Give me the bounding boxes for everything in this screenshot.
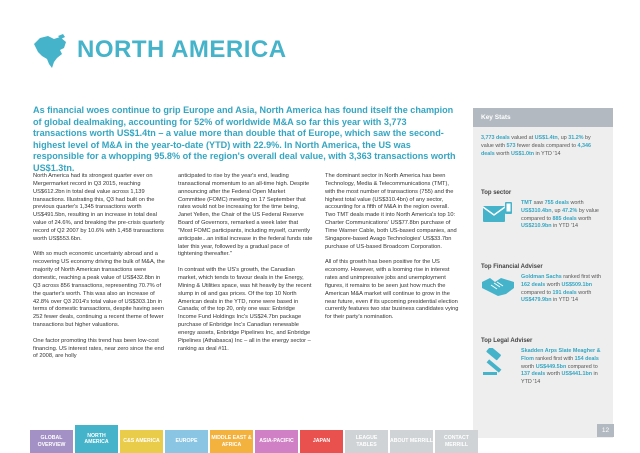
body-paragraph: With so much economic uncertainty abroad and a recovering US economy driving the bulk of M&A, the majority of North American transactions were domestic, reaching a peak value of US$432.8bn in Q3 across 856 transactions, representing 70.7% of the quarter's worth. This was also an increase of 42.8% over Q3 2014's total value of US$303.1bn in terms of domestic transactions, despite having seen 252 fewer deals, continuing a recent theme of fewer transactions but higher valuations.: [33, 251, 165, 329]
top-financial-adviser-title: Top Financial Adviser: [481, 264, 543, 270]
body-column-1: [33, 173, 168, 369]
page-header: [0, 22, 640, 82]
nav-tab-middle-east-africa[interactable]: MIDDLE EAST & AFRICA: [210, 430, 253, 453]
nav-tab-cs-america[interactable]: C&S AMERICA: [120, 430, 163, 453]
nav-tab-about-merrill[interactable]: ABOUT MERRILL: [390, 430, 433, 453]
page-title: NORTH AMERICA: [77, 36, 287, 63]
body-paragraph: The dominant sector in North America has been Technology, Media & Telecommunications (TMT), with the most number of transactions (755) and the highest total value (US$310.4bn) of any sector, accounting for a fifth of M&A in the region overall. Two TMT deals made it into North America's top 10: Charter Communications' US$77.8bn purchase of Time Warner Cable, both US-based companies, and Singapore-based Avago Technologies' US$33.7bn purchase of US-based Broadcom Corporation.: [325, 173, 457, 250]
nav-tab-europe[interactable]: EUROPE: [165, 430, 208, 453]
body-paragraph: anticipated to rise by the year's end, leading transactional momentum to an all-time high. Despite announcing after the Federal Open Market Committee (FOMC) meeting on 17 September that rates would not be increasing for the time being, Janet Yellen, the Chair of the US Federal Reserve Board of Governors, remarked a week later that "Most FOMC participants, including myself, currently anticipate...an initial increase in the federal funds rate later this year, followed by a gradual pace of tightening thereafter.": [178, 173, 313, 258]
body-column-2: [178, 173, 313, 361]
body-paragraph: North America had its strongest quarter ever on Mergermarket record in Q3 2015, reaching US$612.2bn in total deal value across 1,139 transactions. Illustrating this, Q3 had built on the previous quarter's 1,345 transactions worth US$491.5bn, resulting in an increase in total deal value of 24.6%, and breaking the pre-crisis quarterly record of Q2 2007 by 10.6% with 1,458 transactions worth US$553.6bn.: [33, 173, 165, 242]
key-stat-summary: 3,773 deals valued at US$1.4tn, up 31.2% by value with 573 fewer deals compared to 4,346 deals worth US$1.0tn in YTD '14: [481, 135, 591, 157]
body-paragraph: All of this growth has been positive for the US economy. However, with a looming rise in interest rates and unimpressive jobs and unemployment figures, it remains to be seen just how much the American M&A market will continue to grow in the near future, even if its upcoming presidential election currently features two star business candidates vying for their party's nomination.: [325, 259, 459, 321]
top-sector-title: Top sector: [481, 190, 512, 196]
body-column-3: [325, 173, 460, 330]
sidebar-heading: Key Stats: [473, 108, 613, 127]
top-legal-adviser-title: Top Legal Adviser: [481, 338, 533, 344]
page-number: 12: [597, 424, 614, 437]
nav-tab-contact-merrill[interactable]: CONTACT MERRILL: [435, 430, 478, 453]
body-paragraph: In contrast with the US's growth, the Canadian market, which tends to favour deals in the Energy, Mining & Utilities space, was hit heavily by the recent slump in oil and gas prices. Of the top 10 North American deals in the YTD, none were based in Canada; of the top 20, only one was: Enbridge Income Fund Holdings Inc's US$24.7bn package purchase of Enbridge Inc's Canadian renewable energy assets, Enbridge Pipelines Inc, and Enbridge Pipelines (Athabasca) Inc – all in the energy sector – ranking as deal #11.: [178, 267, 312, 352]
top-legal-adviser-text: Skadden Arps Slate Meagher & Flom ranked first with 154 deals worth US$449.5bn compared to 137 deals worth US$441.1bn in YTD '14: [521, 348, 601, 386]
envelope-icon: [481, 200, 521, 232]
gavel-icon: [481, 348, 521, 380]
top-financial-adviser-text: Goldman Sachs ranked first with 162 deals worth US$509.1bn compared to 191 deals worth US$479.9bn in YTD '14: [521, 274, 601, 304]
section-nav: [30, 430, 480, 453]
key-stats-sidebar: [473, 108, 613, 438]
body-paragraph: One factor promoting this trend has been low-cost financing. US interest rates, near zero since the end of 2008, are holly: [33, 337, 164, 360]
top-sector-text: TMT saw 755 deals worth US$310.4bn, up 47.2% by value compared to 885 deals worth US$210.9bn in YTD '14: [521, 200, 599, 230]
nav-tab-japan[interactable]: JAPAN: [300, 430, 343, 453]
top-legal-adviser-section: [481, 338, 607, 387]
nav-tab-north-america[interactable]: NORTH AMERICA: [75, 425, 118, 453]
nav-tab-global-overview[interactable]: GLOBAL OVERVIEW: [30, 430, 73, 453]
top-sector-section: [481, 190, 607, 232]
nav-tab-asia-pacific[interactable]: ASIA-PACIFIC: [255, 430, 298, 453]
north-america-map-icon: [30, 32, 70, 72]
nav-tab-league-tables[interactable]: LEAGUE TABLES: [345, 430, 388, 453]
lead-paragraph: As financial woes continue to grip Europe and Asia, North America has found itself the champion of global dealmaking, accounting for 52% of worldwide M&A so far this year with 3,773 transactions worth US$1.4tn – a value more than double that of Europe, which saw the second-highest level of M&A in the year-to-date (YTD) with 22.9%. In North America, the US was responsible for a whopping 95.8% of the region's overall deal value, with 3,363 transactions worth US$1.3tn.: [33, 105, 456, 173]
top-financial-adviser-section: [481, 264, 607, 306]
handshake-icon: [481, 274, 521, 306]
